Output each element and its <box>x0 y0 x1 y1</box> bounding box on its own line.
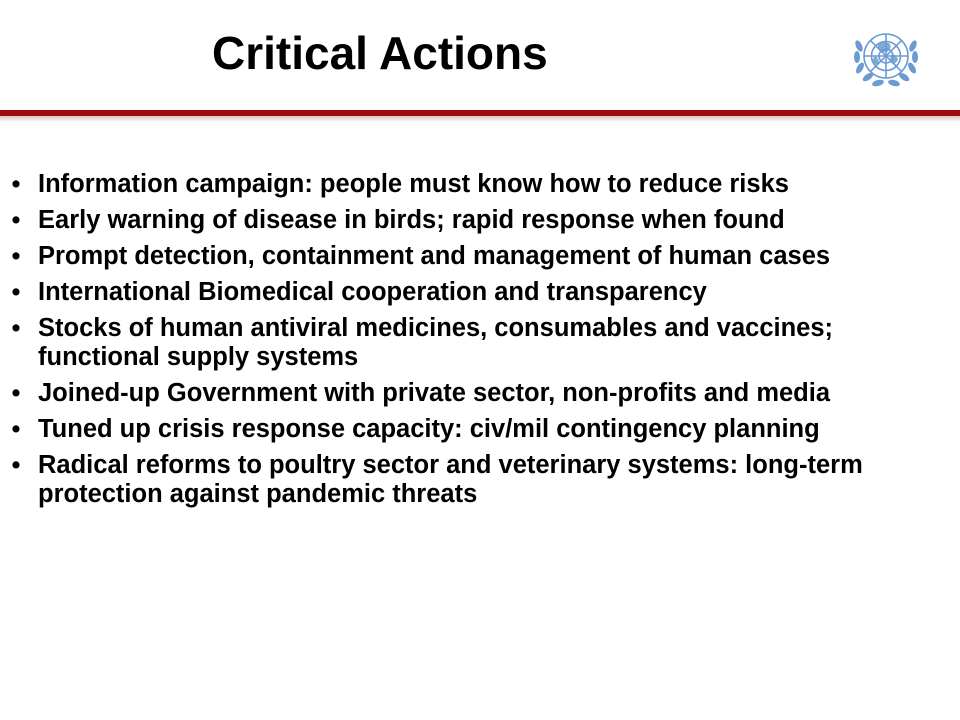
bullet-text: Prompt detection, containment and management of human cases <box>38 242 831 270</box>
bullet-text: Early warning of disease in birds; rapid response when found <box>38 206 785 234</box>
bullet-item <box>0 170 918 199</box>
bullet-text: International Biomedical cooperation and transparency <box>38 278 707 306</box>
bullet-item <box>0 451 918 509</box>
title-divider-shadow <box>0 116 960 122</box>
bullet-dot-icon: • <box>11 242 21 270</box>
bullet-dot-icon: • <box>11 278 21 306</box>
bullet-text: Tuned up crisis response capacity: civ/mil contingency planning <box>38 415 820 443</box>
bullet-dot-icon: • <box>11 170 21 198</box>
bullet-dot-icon: • <box>11 415 21 443</box>
bullet-item <box>0 379 918 408</box>
bullet-text: Stocks of human antiviral medicines, consumables and vaccines; functional supply systems <box>38 314 834 371</box>
bullet-dot-icon: • <box>11 314 21 342</box>
bullet-dot-icon: • <box>11 206 21 234</box>
bullet-item <box>0 242 918 271</box>
bullet-item <box>0 415 918 444</box>
slide-title: Critical Actions <box>212 27 548 79</box>
bullet-dot-icon: • <box>11 451 21 479</box>
bullet-text: Radical reforms to poultry sector and veterinary systems: long-term protection against pandemic threats <box>38 451 863 508</box>
bullet-item <box>0 314 918 372</box>
bullet-list <box>0 170 960 516</box>
bullet-text: Information campaign: people must know how to reduce risks <box>38 170 789 198</box>
bullet-text: Joined-up Government with private sector, non-profits and media <box>38 379 831 407</box>
un-emblem-icon <box>848 20 924 96</box>
bullet-item <box>0 278 918 307</box>
bullet-item <box>0 206 918 235</box>
bullet-dot-icon: • <box>11 379 21 407</box>
